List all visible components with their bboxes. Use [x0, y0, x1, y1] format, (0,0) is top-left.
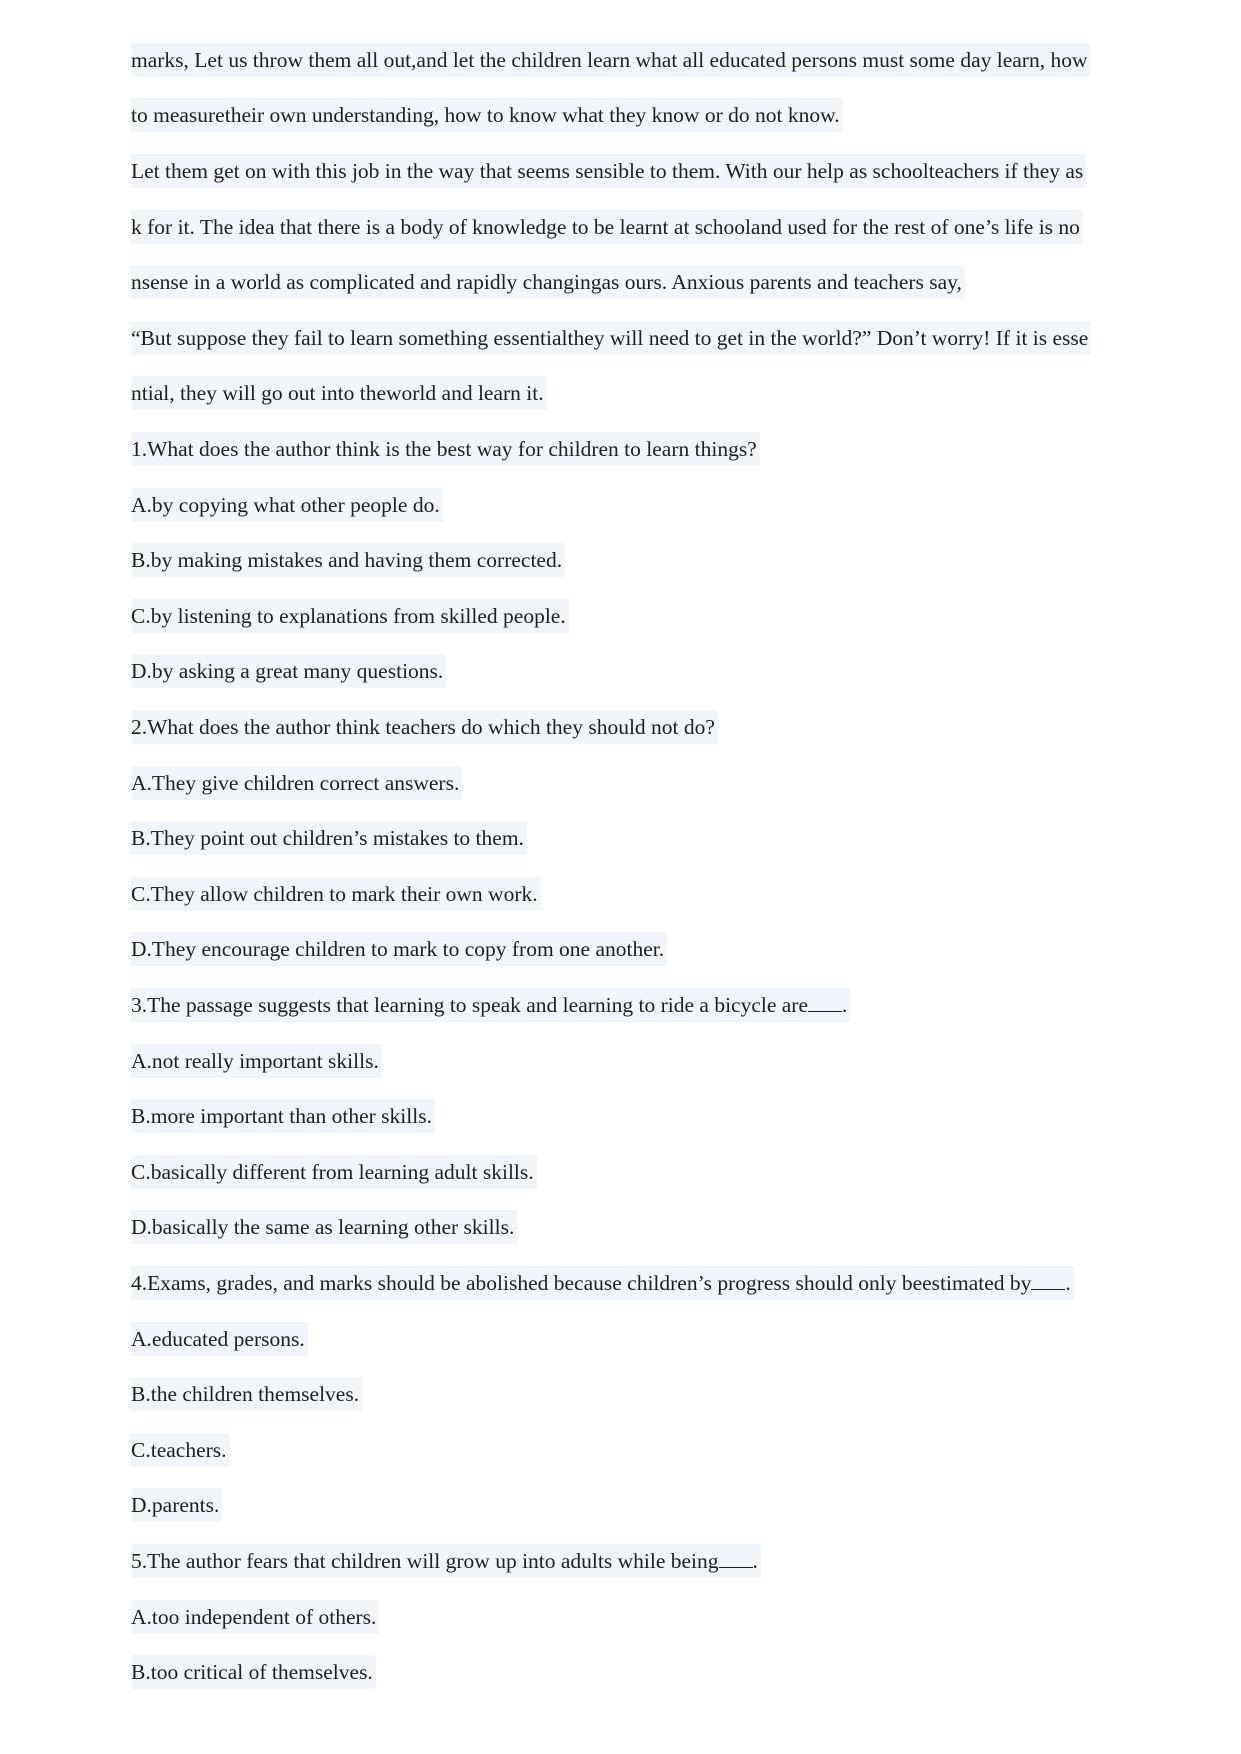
answer-blank	[808, 991, 842, 1012]
passage-line: Let them get on with this job in the way that seems sensible to them. With our help as schoolteachers if they as	[131, 154, 1086, 188]
answer-option: A.by copying what other people do.	[131, 488, 443, 522]
question-stem-end: .	[1065, 1271, 1071, 1295]
answer-option: C.by listening to explanations from skilled people.	[131, 599, 569, 633]
answer-option: A.too independent of others.	[131, 1600, 379, 1634]
answer-option: A.They give children correct answers.	[131, 766, 462, 800]
answer-blank	[719, 1547, 753, 1568]
question-stem	[131, 988, 850, 1022]
question-stem-end: .	[752, 1549, 758, 1573]
passage-line: to measuretheir own understanding, how to know what they know or do not know.	[131, 98, 843, 132]
question-stem-text: 3.The passage suggests that learning to speak and learning to ride a bicycle are	[131, 993, 809, 1017]
question-stem-text: 4.Exams, grades, and marks should be abolished because children’s progress should only beestimated by	[131, 1271, 1032, 1295]
answer-option: D.basically the same as learning other skills.	[131, 1210, 517, 1244]
answer-option: B.They point out children’s mistakes to them.	[131, 821, 527, 855]
passage-line: nsense in a world as complicated and rapidly changingas ours. Anxious parents and teachers say,	[131, 265, 965, 299]
answer-option: C.They allow children to mark their own work.	[131, 877, 541, 911]
passage-line: “But suppose they fail to learn something essentialthey will need to get in the world?” Don’t worry! If it is esse	[131, 321, 1091, 355]
passage-line: ntial, they will go out into theworld and learn it.	[131, 376, 547, 410]
answer-blank	[1031, 1269, 1065, 1290]
answer-option: A.not really important skills.	[131, 1044, 382, 1078]
question-stem	[131, 1544, 761, 1578]
question-stem-text: 5.The author fears that children will grow up into adults while being	[131, 1549, 719, 1573]
answer-option: C.basically different from learning adult skills.	[131, 1155, 537, 1189]
answer-option: A.educated persons.	[131, 1322, 308, 1356]
question-stem: 2.What does the author think teachers do which they should not do?	[131, 710, 718, 744]
answer-option: D.They encourage children to mark to copy from one another.	[131, 932, 667, 966]
answer-option: C.teachers.	[131, 1433, 230, 1467]
answer-option: D.parents.	[131, 1488, 222, 1522]
question-stem: 1.What does the author think is the best way for children to learn things?	[131, 432, 760, 466]
question-stem	[131, 1266, 1074, 1300]
question-stem-end: .	[842, 993, 848, 1017]
answer-option: B.by making mistakes and having them corrected.	[131, 543, 565, 577]
answer-option: B.more important than other skills.	[131, 1099, 435, 1133]
passage-line: k for it. The idea that there is a body of knowledge to be learnt at schooland used for the rest of one’s life is no	[131, 210, 1083, 244]
passage-line: marks, Let us throw them all out,and let the children learn what all educated persons must some day learn, how	[131, 43, 1090, 77]
answer-option: D.by asking a great many questions.	[131, 654, 446, 688]
answer-option: B.the children themselves.	[131, 1377, 362, 1411]
answer-option: B.too critical of themselves.	[131, 1655, 376, 1689]
